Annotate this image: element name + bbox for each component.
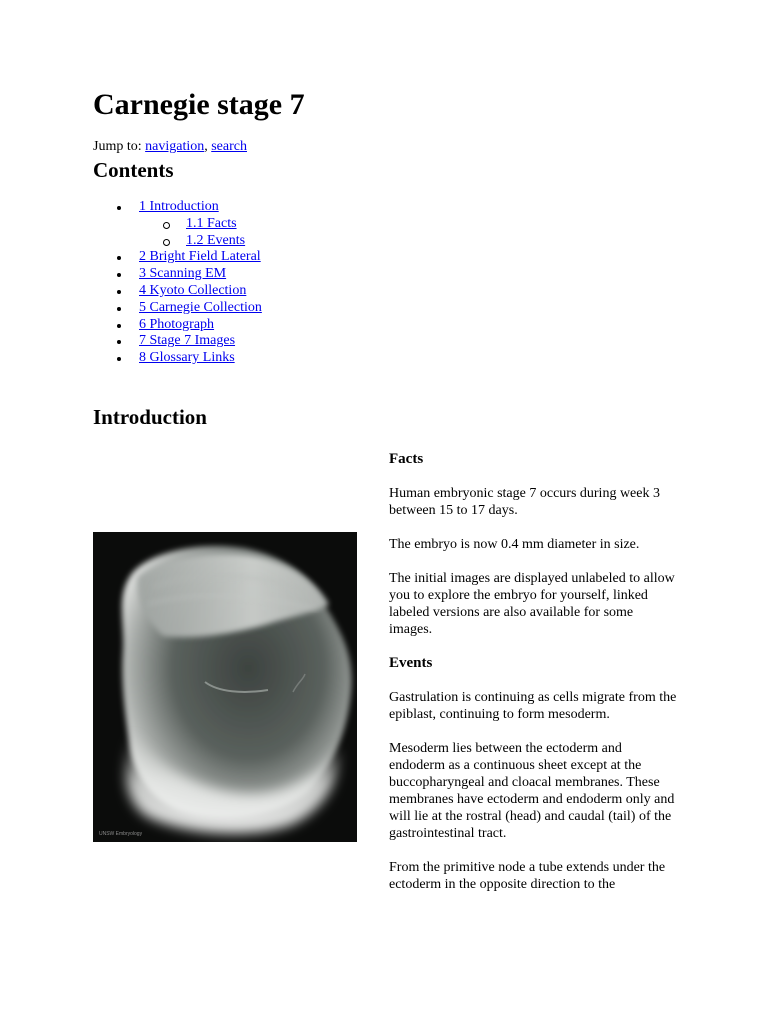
toc-link[interactable]: 6 Photograph [139, 316, 215, 332]
events-heading: Events [389, 655, 433, 671]
toc-item-photograph [93, 317, 262, 334]
toc-item-carnegie-collection [93, 300, 262, 317]
embryo-illustration [93, 532, 357, 842]
toc-link[interactable]: 7 Stage 7 Images [139, 333, 236, 349]
intro-text-column [389, 451, 679, 910]
jump-to [93, 138, 247, 155]
toc-item-glossary-links [93, 350, 262, 367]
toc-link[interactable]: 1.1 Facts [186, 215, 237, 231]
toc-item-stage-7-images [93, 333, 262, 350]
toc-item-events [93, 233, 262, 250]
events-paragraph: From the primitive node a tube extends under the ectoderm in the opposite direction to the [389, 860, 666, 892]
facts-paragraph: The initial images are displayed unlabeled to allow you to explore the embryo for yourself, linked labeled versions are also available for some images. [389, 571, 675, 637]
events-paragraph: Gastrulation is continuing as cells migrate from the epiblast, continuing to form mesoderm. [389, 690, 677, 722]
toc-link[interactable]: 1 Introduction [139, 199, 219, 214]
search-link[interactable]: search [211, 139, 247, 154]
toc-item-scanning-em [93, 266, 262, 283]
facts-paragraph: Human embryonic stage 7 occurs during week 3 between 15 to 17 days. [389, 486, 660, 518]
navigation-link[interactable]: navigation [145, 139, 205, 154]
toc-item-bright-field-lateral [93, 249, 262, 266]
introduction-heading: Introduction [93, 405, 207, 429]
toc-link[interactable]: 8 Glossary Links [139, 350, 235, 366]
contents-heading: Contents [93, 158, 174, 182]
jump-to-label: Jump to: [93, 139, 146, 154]
facts-paragraph: The embryo is now 0.4 mm diameter in size. [389, 537, 640, 552]
embryo-photo[interactable] [93, 532, 357, 842]
facts-heading: Facts [389, 451, 424, 467]
jump-separator: , [204, 139, 212, 154]
table-of-contents [93, 199, 262, 367]
toc-link[interactable]: 3 Scanning EM [139, 266, 227, 282]
toc-link[interactable]: 4 Kyoto Collection [139, 282, 247, 298]
toc-link[interactable]: 1.2 Events [186, 232, 246, 248]
toc-item-introduction [93, 199, 262, 216]
events-paragraph: Mesoderm lies between the ectoderm and endoderm as a continuous sheet except at the buccopharyngeal and cloacal membranes. These membranes have ectoderm and endoderm only and will lie at the rostral (head) and caudal (tail) of the gastrointestinal tract. [389, 741, 675, 841]
toc-link[interactable]: 2 Bright Field Lateral [139, 249, 261, 265]
page-title: Carnegie stage 7 [93, 88, 305, 121]
photo-watermark: UNSW Embryology [99, 831, 143, 837]
toc-link[interactable]: 5 Carnegie Collection [139, 299, 262, 315]
toc-item-kyoto-collection [93, 283, 262, 300]
toc-item-facts [93, 216, 262, 233]
